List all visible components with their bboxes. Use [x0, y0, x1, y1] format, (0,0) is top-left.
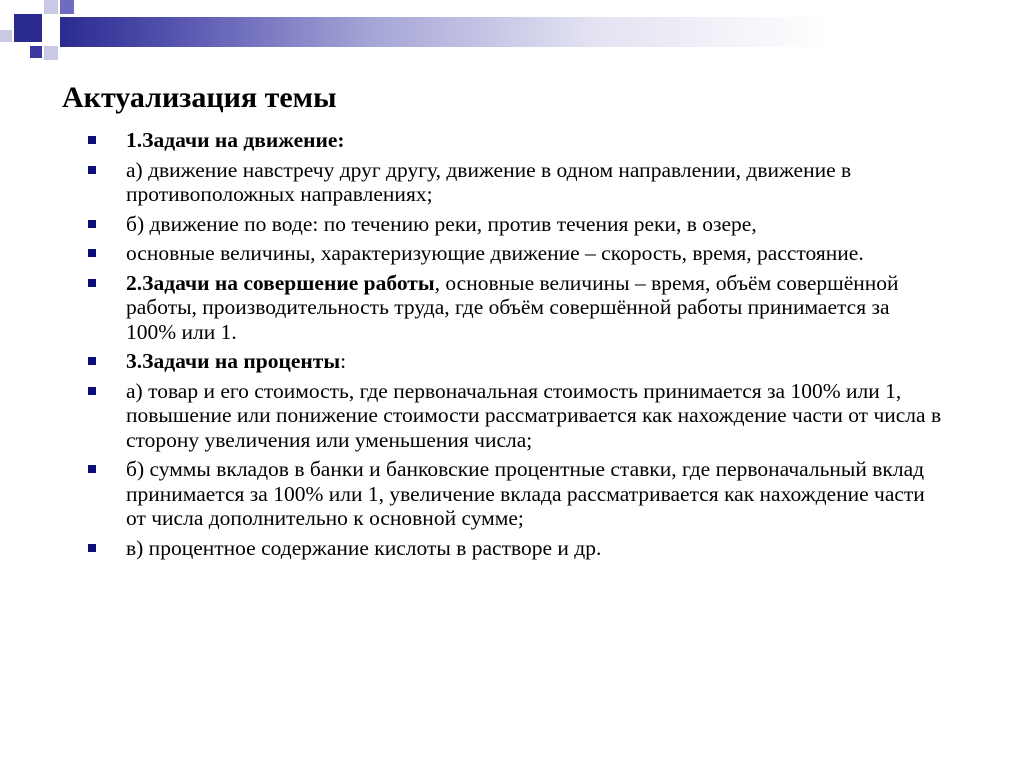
list-item-bold: 2.Задачи на совершение работы	[126, 270, 435, 295]
bullet-square-icon	[88, 387, 96, 395]
bullet-square-icon	[88, 166, 96, 174]
decor-square-light	[44, 0, 58, 14]
header-decoration	[0, 0, 1024, 64]
list-item-text: в) процентное содержание кислоты в растворе и др.	[126, 535, 602, 560]
list-item	[82, 379, 942, 453]
list-item	[82, 536, 942, 561]
slide-title: Актуализация темы	[62, 81, 337, 114]
list-item	[82, 349, 942, 374]
list-item	[82, 158, 942, 207]
list-item	[82, 457, 942, 531]
bullet-square-icon	[88, 544, 96, 552]
list-item-text: :	[340, 349, 347, 373]
bullet-square-icon	[88, 279, 96, 287]
list-item-text: б) движение по воде: по течению реки, против течения реки, в озере,	[126, 211, 757, 236]
bullet-square-icon	[88, 249, 96, 257]
list-item-text: основные величины, характеризующие движение – скорость, время, расстояние.	[126, 241, 864, 265]
list-item	[82, 241, 942, 266]
decor-square-light	[0, 30, 12, 42]
bullet-square-icon	[88, 220, 96, 228]
list-item	[82, 212, 942, 237]
bullet-square-icon	[88, 357, 96, 365]
decor-square-dark	[14, 14, 42, 42]
list-item-text: , основные величины – время, объём совершённой работы, производительность труда, где объём совершённой работы принимается за 100% или 1.	[126, 270, 899, 344]
list-item-bold: 1.Задачи на движение:	[126, 128, 345, 152]
bullet-square-icon	[88, 465, 96, 473]
list-item	[82, 271, 942, 345]
list-item-text: б) суммы вкладов в банки и банковские процентные ставки, где первоначальный вклад принимается за 100% или 1, увеличение вклада рассматривается как нахождение части от числа дополнительно к основной сумме;	[126, 457, 925, 530]
decor-square-light	[44, 46, 58, 60]
list-item-text: а) товар и его стоимость, где первоначальная стоимость принимается за 100% или 1, повышение или понижение стоимости рассматривается как нахождение части от числа в сторону увеличения или уменьшения числа;	[126, 378, 942, 452]
header-gradient-bar	[60, 17, 1024, 47]
decor-square-medium	[60, 0, 74, 14]
decor-square-dark	[30, 46, 42, 58]
content-list	[82, 128, 942, 565]
list-item-text: а) движение навстречу друг другу, движение в одном направлении, движение в противоположных направлениях;	[126, 157, 852, 206]
bullet-square-icon	[88, 136, 96, 144]
list-item-bold: 3.Задачи на проценты	[126, 349, 341, 373]
list-item	[82, 128, 942, 153]
